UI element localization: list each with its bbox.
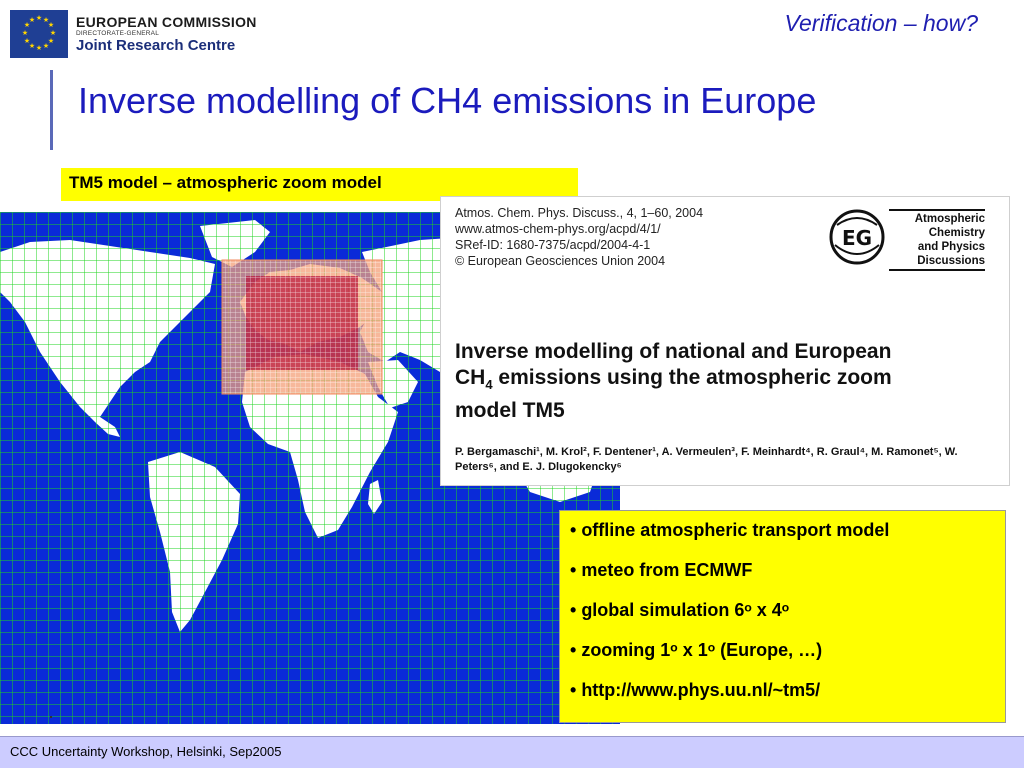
org-directorate: DIRECTORATE-GENERAL [76,29,160,37]
feature-item: • offline atmospheric transport model [570,519,995,559]
org-name: EUROPEAN COMMISSION [76,13,257,30]
eu-flag-icon [10,10,68,58]
journal-logo [827,205,987,269]
paper-authors: P. Bergamaschi¹, M. Krol², F. Dentener¹, A. Vermeulen³, F. Meinhardt⁴, R. Graul⁴, M. Ramonet⁵, W. Peters⁶, and E. J. Dlugokencky⁶ [455,446,958,473]
journal-ref-line: Atmos. Chem. Phys. Discuss., 4, 1–60, 2004 [455,206,704,220]
svg-text:★: ★ [35,44,43,52]
journal-name: Atmospheric Chemistry and Physics Discussions [889,209,985,271]
page-title: Inverse modelling of CH4 emissions in Europe [78,80,817,121]
journal-ref-line: © European Geosciences Union 2004 [455,254,666,268]
svg-text:★: ★ [28,16,36,24]
title-accent-bar [50,70,53,150]
journal-reference [455,205,703,269]
feature-item: • zooming 1ᵒ x 1ᵒ (Europe, …) [570,639,995,679]
svg-text:★: ★ [47,37,55,45]
svg-text:★: ★ [23,37,31,45]
paper-excerpt [440,196,1010,486]
svg-text:★: ★ [42,16,50,24]
svg-text:★: ★ [47,21,55,29]
model-features-box [559,510,1006,723]
svg-text:★: ★ [23,21,31,29]
feature-item: • global simulation 6ᵒ x 4ᵒ [570,599,995,639]
feature-item: • meteo from ECMWF [570,559,995,599]
journal-ref-line: SRef-ID: 1680-7375/acpd/2004-4-1 [455,238,651,252]
svg-text:★: ★ [28,42,36,50]
journal-ref-line: www.atmos-chem-phys.org/acpd/4/1/ [455,222,661,236]
map-label: TM5 model – atmospheric zoom model [61,168,578,201]
svg-text:★: ★ [35,14,43,22]
org-unit: Joint Research Centre [76,37,236,55]
svg-text:★: ★ [49,29,57,37]
svg-text:EG: EG [841,226,873,250]
svg-text:★: ★ [21,29,29,37]
zoom-grid-1x1 [222,260,382,394]
jrc-logo [10,10,257,58]
paper-title: Inverse modelling of national and European $CH_4$ emissions using the atmospheric zoom model TM5 [455,340,892,423]
slide-marker [50,716,52,718]
feature-item: • http://www.phys.uu.nl/~tm5/ [570,679,995,719]
section-label: Verification – how? [784,10,978,36]
svg-text:★: ★ [42,42,50,50]
egu-logo-icon [827,205,891,269]
footer: CCC Uncertainty Workshop, Helsinki, Sep2005 [0,736,1024,768]
